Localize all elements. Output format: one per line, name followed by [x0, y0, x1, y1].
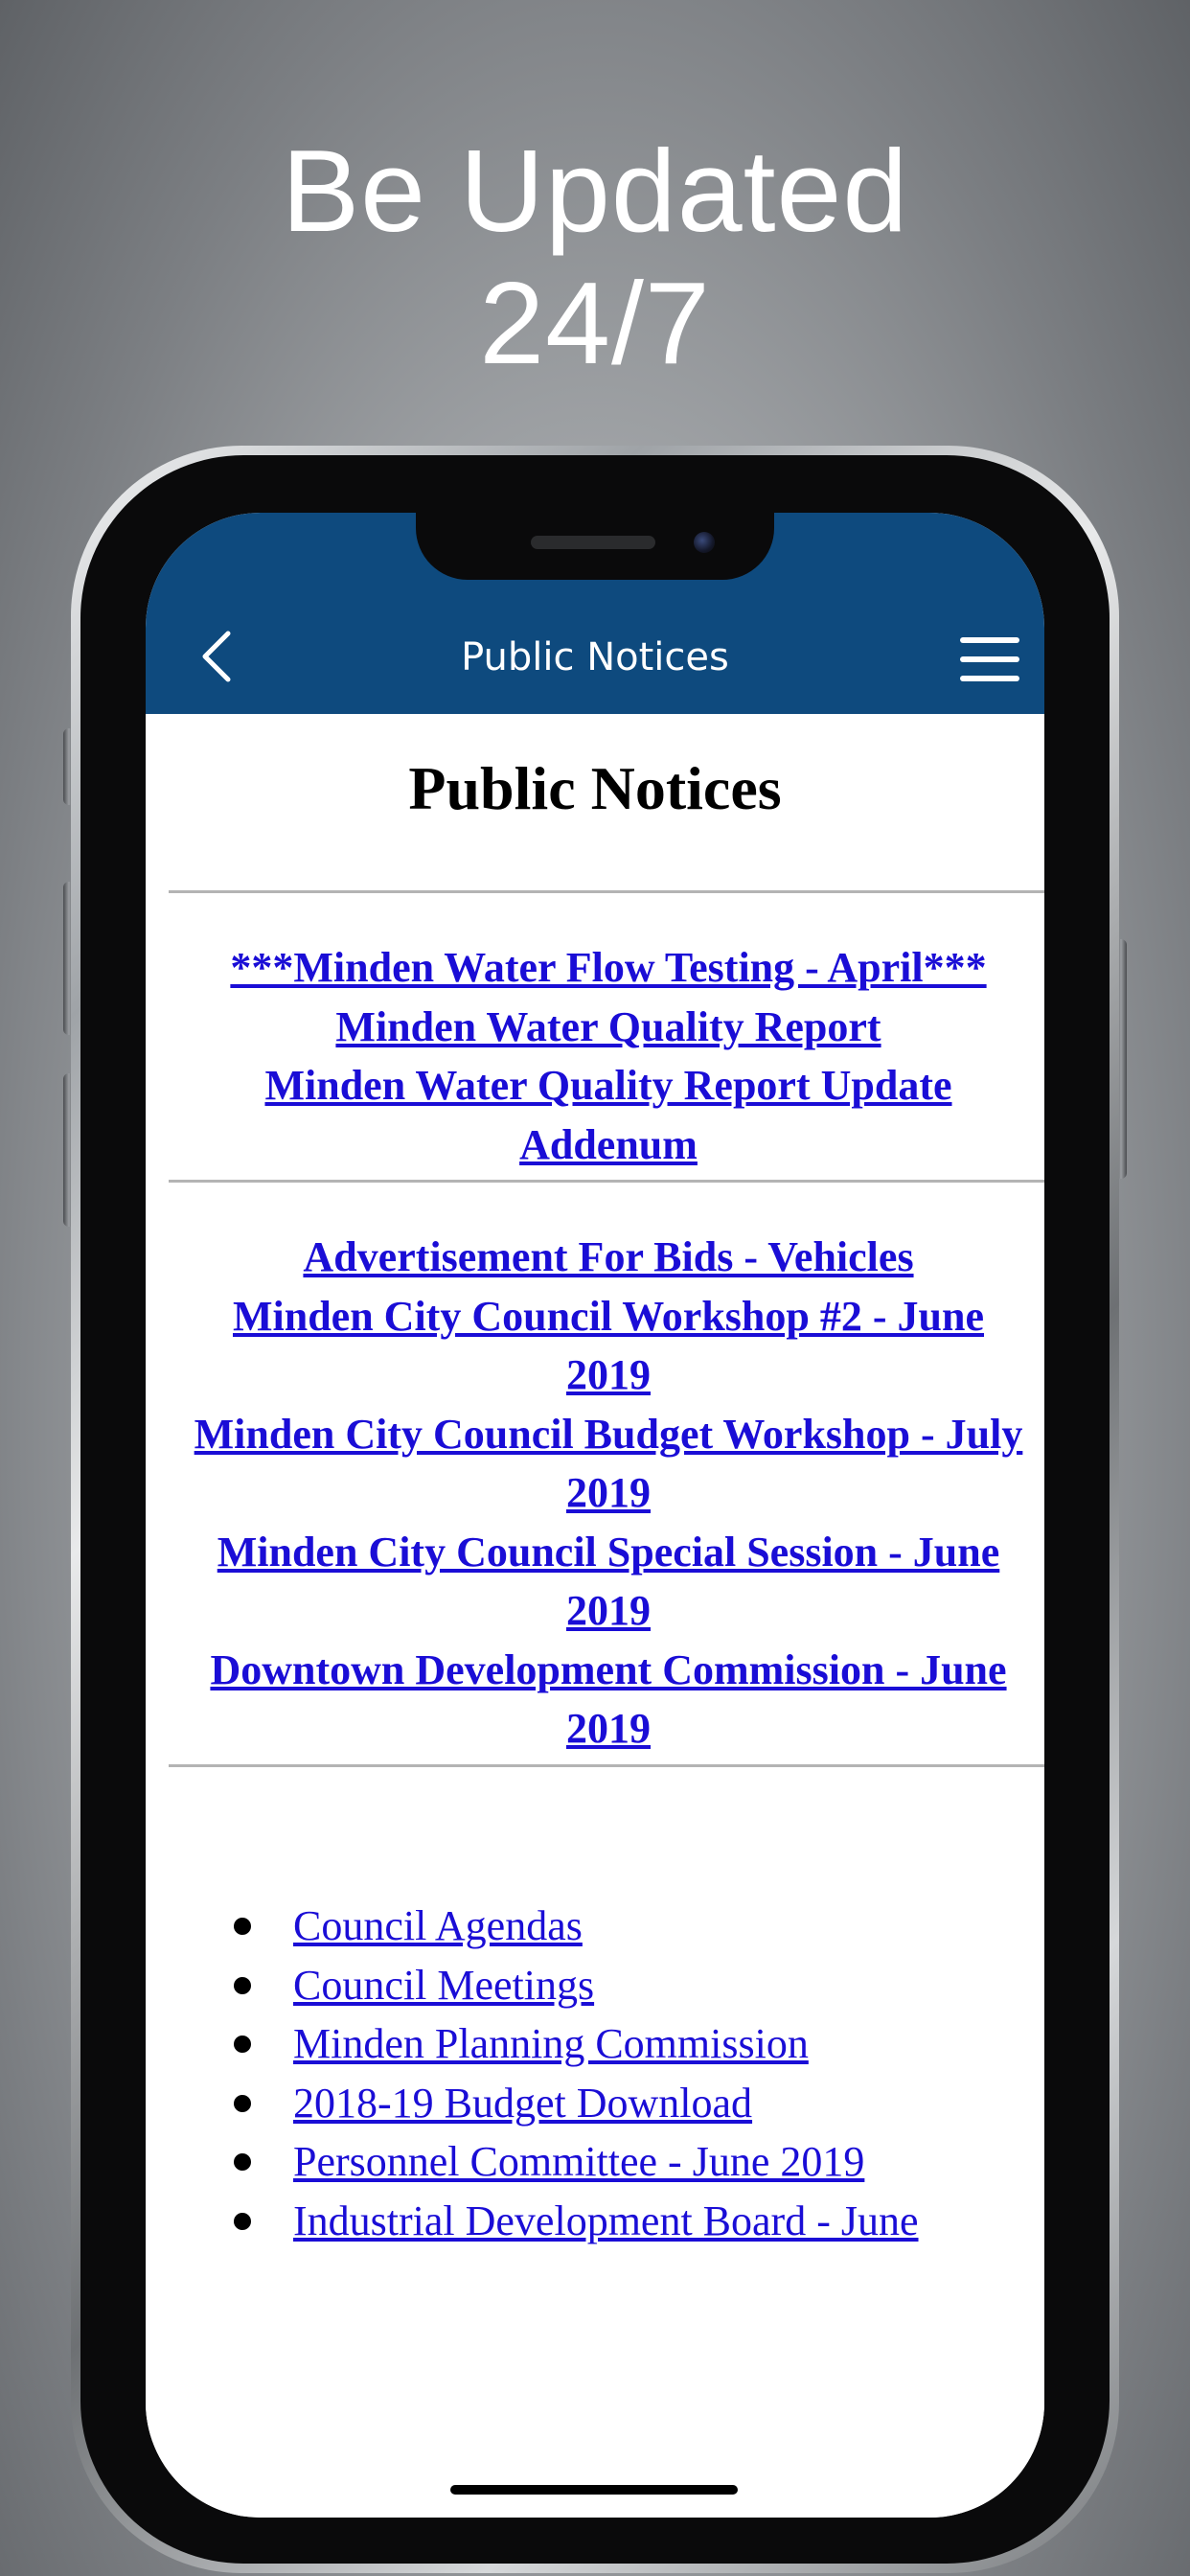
phone-screen: [146, 513, 1044, 2518]
front-camera: [694, 532, 715, 553]
notice-link-water-quality-update[interactable]: Minden Water Quality Report Update Addenum: [264, 1062, 952, 1168]
notice-link-special-session[interactable]: Minden City Council Special Session - June 2019: [217, 1528, 1000, 1634]
list-item: [234, 2132, 1019, 2192]
chevron-left-icon: [195, 628, 238, 685]
list-item: [234, 2074, 1019, 2133]
notice-link-advertisement-bids[interactable]: Advertisement For Bids - Vehicles: [303, 1233, 914, 1280]
home-indicator[interactable]: [450, 2485, 738, 2495]
promo-headline-line-2: 24/7: [479, 258, 711, 388]
link-industrial-development-board[interactable]: Industrial Development Board - June: [293, 2196, 919, 2244]
link-personnel-committee[interactable]: Personnel Committee - June 2019: [293, 2138, 865, 2185]
list-item: [234, 1897, 1019, 1956]
promo-headline: [0, 125, 1190, 389]
speaker-grille: [531, 536, 655, 549]
resource-list: [234, 1897, 1019, 2250]
page-content: [146, 714, 1044, 2518]
list-item: [234, 1956, 1019, 2015]
notice-link-water-quality-report[interactable]: Minden Water Quality Report: [335, 1002, 881, 1050]
divider: [169, 1764, 1044, 1767]
link-budget-download[interactable]: 2018-19 Budget Download: [293, 2079, 753, 2127]
notice-group-council: [169, 1228, 1044, 1759]
link-planning-commission[interactable]: Minden Planning Commission: [293, 2020, 809, 2067]
notice-link-water-flow-testing[interactable]: ***Minden Water Flow Testing - April***: [230, 944, 987, 991]
notice-link-budget-workshop[interactable]: Minden City Council Budget Workshop - July 2019: [194, 1410, 1023, 1516]
phone-notch: [416, 513, 774, 580]
promo-headline-line-1: Be Updated: [281, 126, 909, 256]
notice-group-water: [169, 938, 1044, 1174]
list-item: [234, 2014, 1019, 2074]
link-council-meetings[interactable]: Council Meetings: [293, 1961, 595, 2009]
app-bar-title: Public Notices: [461, 635, 729, 679]
page-title: Public Notices: [408, 754, 782, 822]
divider: [169, 1180, 1044, 1183]
notice-link-council-workshop[interactable]: Minden City Council Workshop #2 - June 2019: [232, 1292, 984, 1398]
list-item: [234, 2192, 1019, 2251]
phone-frame: [71, 446, 1119, 2573]
notice-link-downtown-development[interactable]: Downtown Development Commission - June 2019: [210, 1645, 1007, 1752]
menu-button[interactable]: [960, 637, 1019, 681]
back-button[interactable]: [195, 628, 238, 685]
divider: [169, 890, 1044, 893]
phone-bezel: [80, 455, 1110, 2564]
link-council-agendas[interactable]: Council Agendas: [293, 1902, 583, 1949]
